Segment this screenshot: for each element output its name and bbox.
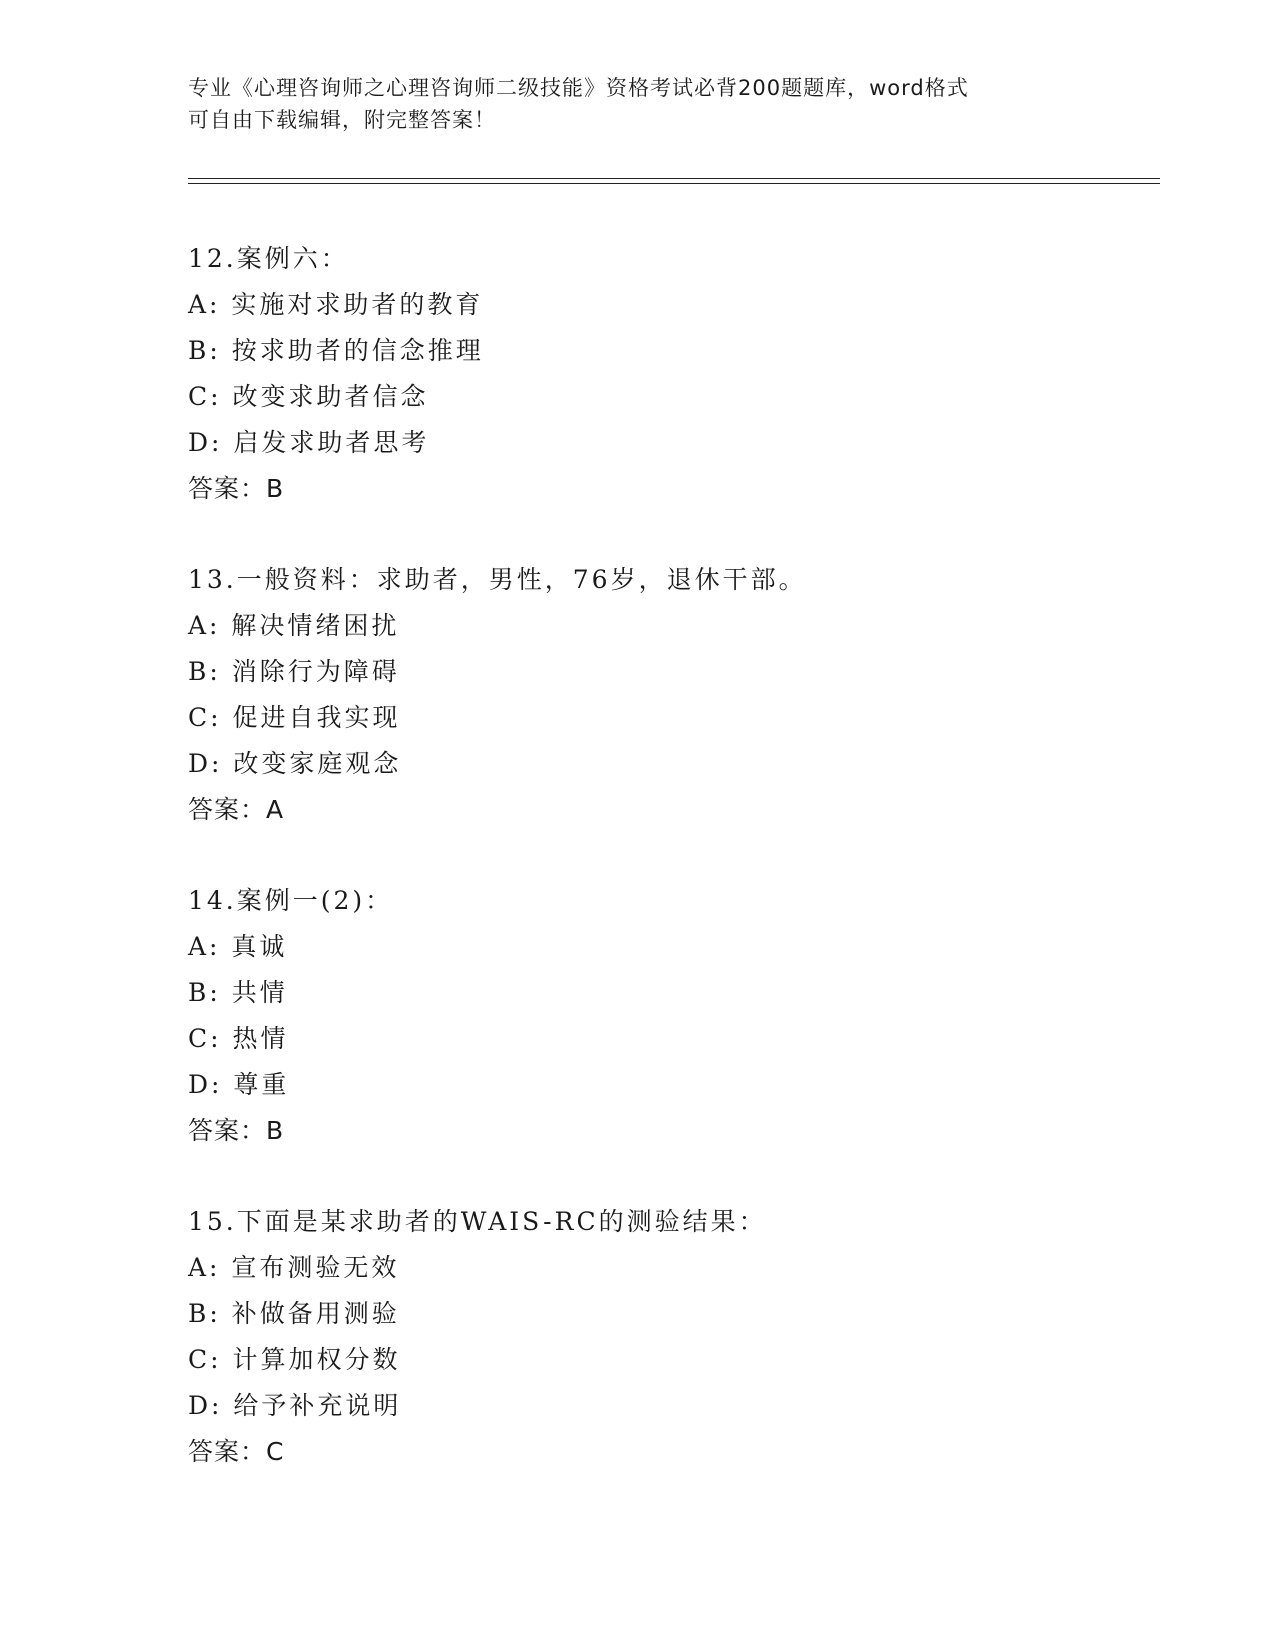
question-stem: 14.案例一(2)： <box>188 886 394 915</box>
option-d: D: 给予补充说明 <box>188 1391 402 1420</box>
answer-line: 答案：B <box>188 1116 285 1145</box>
question-item <box>188 557 1148 833</box>
header-title-line-2: 可自由下载编辑，附完整答案！ <box>188 108 496 132</box>
option-d: D: 启发求助者思考 <box>188 428 430 457</box>
answer-line: 答案：C <box>188 1437 285 1466</box>
option-a: A: 解决情绪困扰 <box>188 611 400 640</box>
option-b: B: 消除行为障碍 <box>188 657 400 686</box>
option-b: B: 按求助者的信念推理 <box>188 336 484 365</box>
option-d: D: 尊重 <box>188 1070 290 1099</box>
option-a: A: 实施对求助者的教育 <box>188 290 484 319</box>
question-stem: 13.一般资料：求助者，男性，76岁，退休干部。 <box>188 565 807 594</box>
option-c: C: 促进自我实现 <box>188 703 401 732</box>
question-stem: 12.案例六： <box>188 244 349 273</box>
option-a: A: 真诚 <box>188 932 288 961</box>
option-d: D: 改变家庭观念 <box>188 749 402 778</box>
option-c: C: 计算加权分数 <box>188 1345 401 1374</box>
option-b: B: 补做备用测验 <box>188 1299 400 1328</box>
question-list <box>188 236 1148 1520</box>
document-header <box>188 72 1088 136</box>
answer-line: 答案：B <box>188 474 285 503</box>
question-item <box>188 1199 1148 1475</box>
question-stem: 15.下面是某求助者的WAIS-RC的测验结果： <box>188 1207 767 1236</box>
header-title-line-1: 专业《心理咨询师之心理咨询师二级技能》资格考试必背200题题库，word格式 <box>188 76 969 100</box>
question-item <box>188 878 1148 1154</box>
option-c: C: 改变求助者信念 <box>188 382 429 411</box>
answer-line: 答案：A <box>188 795 285 824</box>
option-b: B: 共情 <box>188 978 288 1007</box>
question-item <box>188 236 1148 512</box>
option-a: A: 宣布测验无效 <box>188 1253 400 1282</box>
header-divider-bottom <box>188 183 1160 184</box>
option-c: C: 热情 <box>188 1024 289 1053</box>
header-divider-top <box>188 178 1160 179</box>
